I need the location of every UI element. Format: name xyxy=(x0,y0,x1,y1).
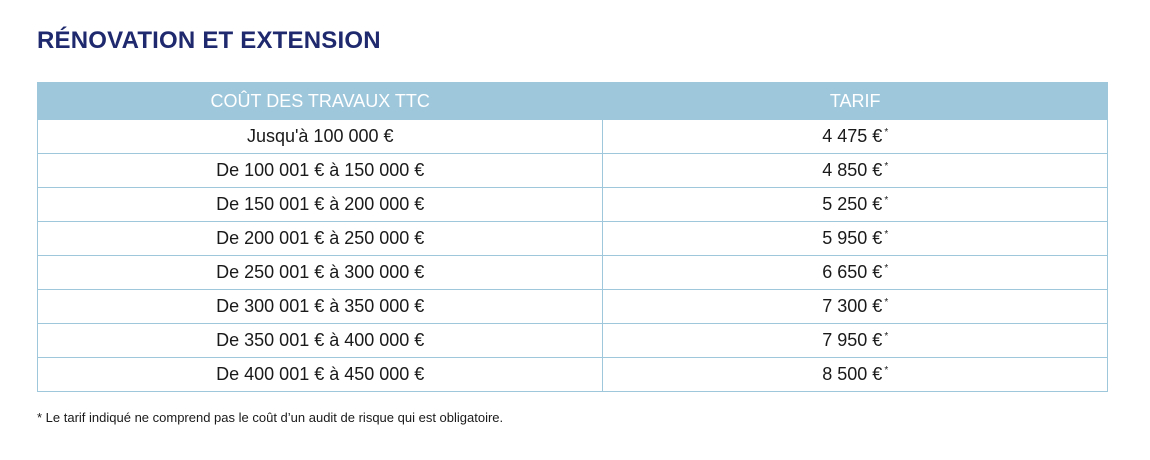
table-header-row xyxy=(38,83,1108,120)
table-row xyxy=(38,222,1108,256)
cost-range-cell: De 350 001 € à 400 000 € xyxy=(38,324,603,358)
header-tarif: TARIF xyxy=(603,83,1108,120)
tarif-cell xyxy=(603,324,1108,358)
tarif-cell xyxy=(603,120,1108,154)
tarif-value: 7 950 € xyxy=(822,330,883,350)
tarif-cell xyxy=(603,358,1108,392)
footnote-marker: * xyxy=(884,161,889,172)
cost-range-cell: De 100 001 € à 150 000 € xyxy=(38,154,603,188)
footnote-marker: * xyxy=(884,229,889,240)
pricing-table xyxy=(37,82,1108,392)
footnote: * Le tarif indiqué ne comprend pas le coût d’un audit de risque qui est obligatoire. xyxy=(37,410,504,425)
cost-range-cell: De 250 001 € à 300 000 € xyxy=(38,256,603,290)
footnote-marker: * xyxy=(884,127,889,138)
table-row xyxy=(38,188,1108,222)
tarif-cell xyxy=(603,154,1108,188)
tarif-value: 5 250 € xyxy=(822,194,883,214)
page-title: RÉNOVATION ET EXTENSION xyxy=(37,27,381,54)
cost-range-cell: Jusqu'à 100 000 € xyxy=(38,120,603,154)
table-row xyxy=(38,358,1108,392)
tarif-cell xyxy=(603,256,1108,290)
tarif-cell xyxy=(603,222,1108,256)
tarif-cell xyxy=(603,290,1108,324)
footnote-marker: * xyxy=(884,195,889,206)
cost-range-cell: De 200 001 € à 250 000 € xyxy=(38,222,603,256)
table-row xyxy=(38,120,1108,154)
tarif-value: 4 475 € xyxy=(822,126,883,146)
cost-range-cell: De 400 001 € à 450 000 € xyxy=(38,358,603,392)
footnote-marker: * xyxy=(884,365,889,376)
table-row xyxy=(38,256,1108,290)
tarif-value: 7 300 € xyxy=(822,296,883,316)
header-cost: COÛT DES TRAVAUX TTC xyxy=(38,83,603,120)
cost-range-cell: De 150 001 € à 200 000 € xyxy=(38,188,603,222)
cost-range-cell: De 300 001 € à 350 000 € xyxy=(38,290,603,324)
footnote-marker: * xyxy=(884,263,889,274)
tarif-value: 4 850 € xyxy=(822,160,883,180)
footnote-marker: * xyxy=(884,297,889,308)
footnote-marker: * xyxy=(884,331,889,342)
tarif-cell xyxy=(603,188,1108,222)
table-row xyxy=(38,324,1108,358)
tarif-value: 8 500 € xyxy=(822,364,883,384)
table-row xyxy=(38,154,1108,188)
tarif-value: 6 650 € xyxy=(822,262,883,282)
tarif-value: 5 950 € xyxy=(822,228,883,248)
table-row xyxy=(38,290,1108,324)
